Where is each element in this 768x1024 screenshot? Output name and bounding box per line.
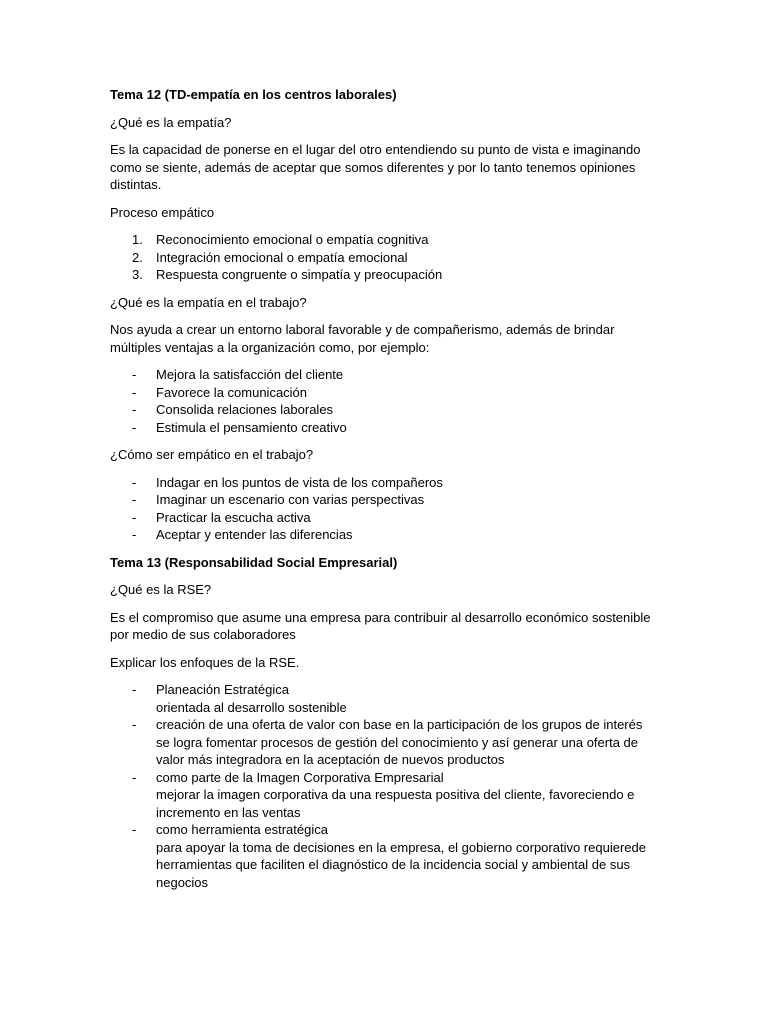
list-item-text: Estimula el pensamiento creativo [156, 419, 347, 435]
list-dash: - [132, 509, 137, 525]
list-dash: - [132, 419, 137, 435]
list-item-text: Consolida relaciones laborales [156, 402, 334, 417]
list-item-text: Reconocimiento emocional o empatía cognitiva [156, 232, 429, 247]
list-item [110, 681, 655, 716]
list-item [110, 491, 655, 509]
list-item-text: Integración emocional o empatía emocional [156, 249, 408, 265]
list-item [110, 716, 655, 769]
list-number: 2. [132, 249, 143, 265]
list-dash: - [132, 367, 137, 382]
list-dash: - [132, 384, 137, 400]
tema12-title: Tema 12 (TD-empatía en los centros laborales) [110, 87, 397, 102]
list-dash: - [132, 769, 137, 785]
tema12-question-empatia: ¿Qué es la empatía? [110, 114, 232, 130]
list-dash: - [132, 682, 137, 697]
proceso-empatico-label: Proceso empático [110, 204, 215, 220]
document-page [110, 86, 655, 901]
list-item [110, 821, 655, 891]
list-item-text: Respuesta congruente o simpatía y preocupación [156, 267, 443, 282]
tema12-definition-paragraph: Es la capacidad de ponerse en el lugar del otro entendiendo su punto de vista e imaginando como se siente, además de aceptar que somos diferentes y por lo tanto tenemos opiniones distintas. [110, 142, 641, 192]
list-item [110, 526, 655, 544]
list-item-text: Mejora la satisfacción del cliente [156, 367, 344, 382]
como-empatico-list [110, 474, 655, 544]
tema12-question-como: ¿Cómo ser empático en el trabajo? [110, 447, 314, 462]
tema13-definition-paragraph: Es el compromiso que asume una empresa para contribuir al desarrollo económico sostenible por medio de sus colaboradores [110, 609, 651, 642]
list-item-text: Imaginar un escenario con varias perspectivas [156, 492, 425, 507]
list-number: 1. [132, 232, 143, 247]
tema12-question-trabajo: ¿Qué es la empatía en el trabajo? [110, 294, 307, 310]
tema13-title: Tema 13 (Responsabilidad Social Empresarial) [110, 554, 398, 570]
list-item [110, 249, 655, 267]
enfoque-detail: para apoyar la toma de decisiones en la empresa, el gobierno corporativo requierede herramientas que faciliten el diagnóstico de la incidencia social y ambiental de sus negocios [156, 839, 646, 890]
enfoque-heading: Planeación Estratégica [156, 682, 289, 697]
enfoque-detail: orientada al desarrollo sostenible [156, 699, 347, 715]
list-item-text: Practicar la escucha activa [156, 509, 311, 525]
list-item [110, 266, 655, 284]
list-item-text: Aceptar y entender las diferencias [156, 527, 353, 542]
list-item-text: Favorece la comunicación [156, 384, 308, 400]
proceso-empatico-list [110, 231, 655, 284]
list-dash: - [132, 474, 137, 490]
enfoque-heading: creación de una oferta de valor con base en la participación de los grupos de interés [156, 717, 643, 732]
ventajas-list [110, 366, 655, 436]
list-item [110, 401, 655, 419]
enfoque-heading: como herramienta estratégica [156, 822, 328, 837]
list-dash: - [132, 717, 137, 732]
enfoque-detail: se logra fomentar procesos de gestión del conocimiento y así generar una oferta de valor más integradora en la aceptación de nuevos productos [156, 734, 639, 767]
list-item [110, 366, 655, 384]
list-dash: - [132, 527, 137, 542]
list-item [110, 474, 655, 492]
list-item [110, 384, 655, 402]
tema13-question-enfoques: Explicar los enfoques de la RSE. [110, 654, 300, 670]
list-item [110, 769, 655, 822]
tema13-question-rse: ¿Qué es la RSE? [110, 582, 212, 597]
enfoque-detail: mejorar la imagen corporativa da una respuesta positiva del cliente, favoreciendo e incremento en las ventas [156, 787, 635, 820]
tema12-trabajo-paragraph: Nos ayuda a crear un entorno laboral favorable y de compañerismo, además de brindar múltiples ventajas a la organización como, por ejemplo: [110, 322, 615, 355]
list-item [110, 419, 655, 437]
list-dash: - [132, 822, 137, 837]
list-item [110, 231, 655, 249]
list-number: 3. [132, 267, 143, 282]
list-dash: - [132, 492, 137, 507]
list-dash: - [132, 402, 137, 417]
list-item-text: Indagar en los puntos de vista de los compañeros [156, 474, 443, 490]
enfoque-heading: como parte de la Imagen Corporativa Empresarial [156, 769, 444, 785]
list-item [110, 509, 655, 527]
enfoques-list [110, 681, 655, 891]
